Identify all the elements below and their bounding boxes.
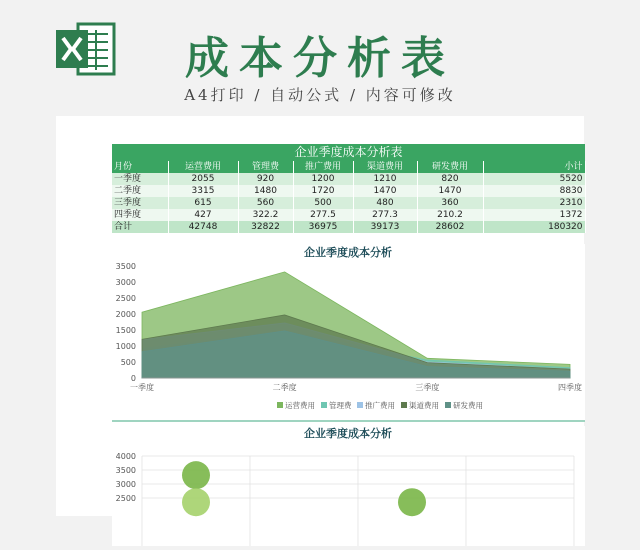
table-cell[interactable]: 480 xyxy=(353,197,417,209)
column-header: 研发费用 xyxy=(417,161,483,173)
y-tick-label: 2500 xyxy=(115,494,136,503)
y-tick-label: 2500 xyxy=(115,294,136,303)
legend-swatch xyxy=(277,402,283,408)
bubble-chart[interactable] xyxy=(112,426,585,546)
table-cell[interactable]: 3315 xyxy=(168,185,238,197)
legend-swatch xyxy=(357,402,363,408)
table-cell[interactable]: 1470 xyxy=(417,185,483,197)
table-cell[interactable]: 三季度 xyxy=(112,197,168,209)
chart-title: 企业季度成本分析 xyxy=(304,246,392,259)
table-total-row xyxy=(112,221,585,233)
y-tick-label: 0 xyxy=(130,374,136,383)
bubble-point xyxy=(182,488,210,516)
legend-swatch xyxy=(445,402,451,408)
table-cell[interactable]: 360 xyxy=(417,197,483,209)
y-tick-label: 1000 xyxy=(115,342,136,351)
table-cell[interactable]: 500 xyxy=(293,197,353,209)
chart-title: 企业季度成本分析 xyxy=(304,427,392,440)
column-header: 小计 xyxy=(483,161,585,173)
y-tick-label: 2000 xyxy=(115,310,136,319)
table-cell[interactable]: 210.2 xyxy=(417,209,483,221)
table-cell[interactable]: 二季度 xyxy=(112,185,168,197)
table-cell[interactable]: 322.2 xyxy=(238,209,293,221)
cost-table xyxy=(112,161,586,233)
legend-entry: 运营费用 xyxy=(285,401,315,410)
y-tick-label: 3000 xyxy=(115,480,136,489)
table-cell[interactable]: 42748 xyxy=(168,221,238,233)
bubble-point xyxy=(182,461,210,489)
table-cell[interactable]: 四季度 xyxy=(112,209,168,221)
table-cell[interactable]: 1200 xyxy=(293,173,353,185)
table-cell[interactable]: 920 xyxy=(238,173,293,185)
table-header-row xyxy=(112,161,585,173)
table-row xyxy=(112,185,585,197)
table-title: 企业季度成本分析表 xyxy=(112,144,585,161)
table-cell[interactable]: 36975 xyxy=(293,221,353,233)
table-cell[interactable]: 合计 xyxy=(112,221,168,233)
table-cell[interactable]: 39173 xyxy=(353,221,417,233)
table-cell[interactable]: 820 xyxy=(417,173,483,185)
legend-swatch xyxy=(321,402,327,408)
table-cell[interactable]: 427 xyxy=(168,209,238,221)
table-cell[interactable]: 1720 xyxy=(293,185,353,197)
table-cell[interactable]: 32822 xyxy=(238,221,293,233)
x-tick-label: 四季度 xyxy=(558,383,582,392)
page-subtitle: A4打印 / 自动公式 / 内容可修改 xyxy=(184,86,456,104)
table-cell[interactable]: 1210 xyxy=(353,173,417,185)
legend-entry: 推广费用 xyxy=(365,401,395,410)
column-header: 管理费 xyxy=(238,161,293,173)
table-cell[interactable]: 615 xyxy=(168,197,238,209)
table-cell[interactable]: 1372 xyxy=(483,209,585,221)
column-header: 运营费用 xyxy=(168,161,238,173)
x-tick-label: 一季度 xyxy=(130,383,154,392)
page-title: 成本分析表 xyxy=(185,33,455,84)
table-cell[interactable]: 180320 xyxy=(483,221,585,233)
legend-swatch xyxy=(401,402,407,408)
x-tick-label: 三季度 xyxy=(415,383,440,392)
table-cell[interactable]: 1470 xyxy=(353,185,417,197)
table-row xyxy=(112,197,585,209)
table-cell[interactable]: 8830 xyxy=(483,185,585,197)
table-row xyxy=(112,209,585,221)
area-chart-svg xyxy=(112,244,585,420)
table-cell[interactable]: 5520 xyxy=(483,173,585,185)
spreadsheet-page xyxy=(56,116,584,516)
table-cell[interactable]: 2055 xyxy=(168,173,238,185)
y-tick-label: 3000 xyxy=(115,278,136,287)
y-tick-label: 3500 xyxy=(115,262,136,271)
legend-entry: 管理费 xyxy=(329,401,352,410)
bubble-point xyxy=(398,488,426,516)
y-tick-label: 3500 xyxy=(115,466,136,475)
legend-entry: 研发费用 xyxy=(453,401,483,410)
table-cell[interactable]: 1480 xyxy=(238,185,293,197)
y-tick-label: 1500 xyxy=(115,326,136,335)
table-row xyxy=(112,173,585,185)
table-cell[interactable]: 277.3 xyxy=(353,209,417,221)
column-header: 渠道费用 xyxy=(353,161,417,173)
column-header: 推广费用 xyxy=(293,161,353,173)
y-tick-label: 4000 xyxy=(115,452,136,461)
area-chart[interactable] xyxy=(112,244,585,422)
x-tick-label: 二季度 xyxy=(272,383,297,392)
table-cell[interactable]: 28602 xyxy=(417,221,483,233)
y-tick-label: 500 xyxy=(120,358,136,367)
bubble-chart-svg xyxy=(112,426,585,546)
table-cell[interactable]: 2310 xyxy=(483,197,585,209)
legend-entry: 渠道费用 xyxy=(409,401,439,410)
column-header: 月份 xyxy=(112,161,168,173)
table-cell[interactable]: 277.5 xyxy=(293,209,353,221)
table-cell[interactable]: 一季度 xyxy=(112,173,168,185)
table-cell[interactable]: 560 xyxy=(238,197,293,209)
